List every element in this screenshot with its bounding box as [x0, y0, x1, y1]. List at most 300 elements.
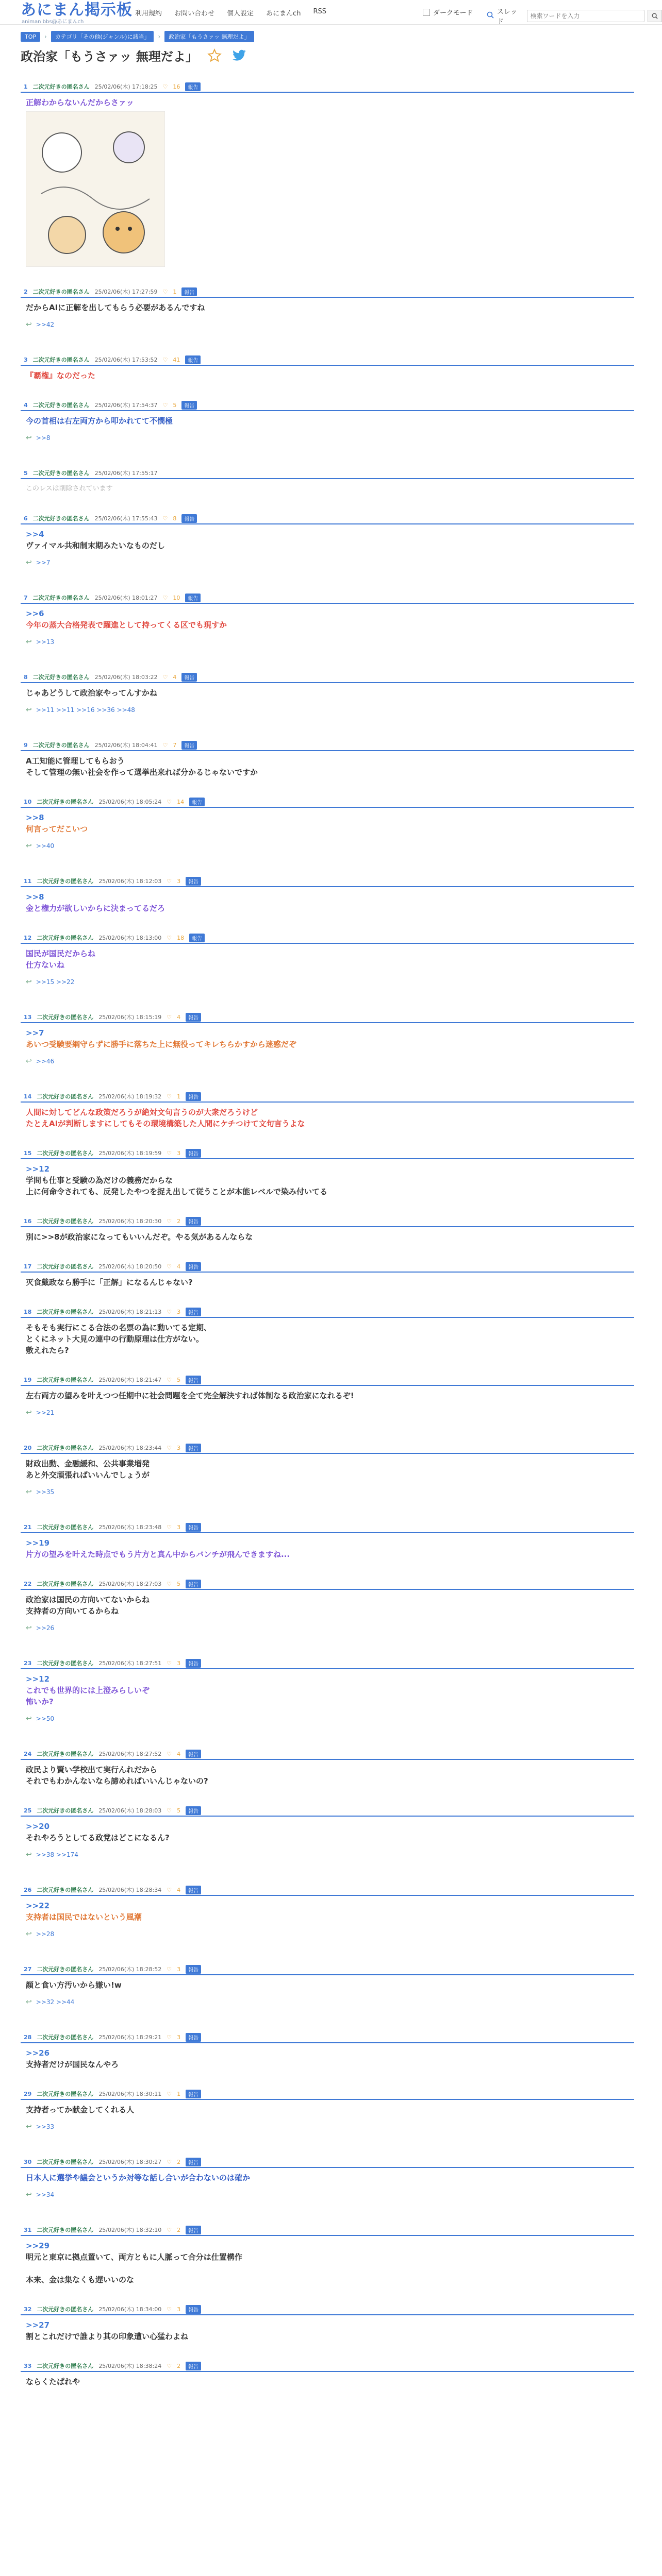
post-author: 二次元好きの匿名さん [37, 2363, 94, 2369]
reply-anchor-link[interactable]: >>26 [26, 2048, 50, 2058]
star-icon[interactable] [206, 47, 223, 64]
thread-title-bar [21, 46, 247, 64]
report-button[interactable]: 報告 [186, 1806, 201, 1815]
heart-icon[interactable]: ♡ [162, 515, 168, 522]
post-date: 25/02/06(木) 18:29:21 [98, 2034, 162, 2041]
post-number[interactable]: 15 [24, 1149, 32, 1157]
post-body [21, 524, 634, 551]
post-number[interactable]: 27 [24, 1965, 32, 1973]
post-header [21, 1522, 634, 1533]
search-button[interactable] [648, 10, 662, 22]
reply-links[interactable]: >>50 [36, 1715, 55, 1722]
report-button[interactable]: 報告 [181, 741, 197, 750]
post-author: 二次元好きの匿名さん [37, 2306, 94, 2313]
post-text-line: ヴァイマル共和制末期みたいなものだし [26, 541, 165, 550]
post-number[interactable]: 17 [24, 1263, 32, 1270]
reply-arrow-icon: ↩ [26, 1930, 32, 1938]
breadcrumb-top[interactable]: TOP [21, 32, 40, 42]
like-count: 3 [177, 2033, 181, 2041]
post-header [21, 740, 634, 751]
post-text-line: あと外交頑張ればいいんでしょうが [26, 1470, 150, 1480]
reply-links[interactable]: >>42 [36, 321, 55, 328]
post-author: 二次元好きの匿名さん [37, 1309, 94, 1315]
report-button[interactable]: 報告 [186, 1659, 201, 1668]
post [21, 2304, 634, 2342]
report-button[interactable]: 報告 [189, 798, 205, 806]
post-number[interactable]: 28 [24, 2033, 32, 2041]
post-text-line: 別に>>8が政治家になってもいいんだぞ。やる気があるんならな [26, 1232, 253, 1242]
post-date: 25/02/06(木) 18:34:00 [98, 2306, 162, 2313]
post-header [21, 1749, 634, 1760]
post-number[interactable]: 13 [24, 1013, 32, 1021]
heart-icon[interactable]: ♡ [167, 1149, 172, 1157]
report-button[interactable]: 報告 [181, 673, 197, 682]
post-header [21, 354, 634, 366]
post-header [21, 1307, 634, 1318]
page-title: 政治家「もうさァッ 無理だよ」 [21, 49, 198, 64]
post-header [21, 2304, 634, 2315]
heart-icon[interactable]: ♡ [162, 288, 168, 295]
breadcrumb-separator: › [158, 33, 161, 40]
heart-icon[interactable]: ♡ [167, 798, 172, 805]
post-header [21, 796, 634, 808]
post-header [21, 2361, 634, 2372]
post-header [21, 1443, 634, 1454]
post-text-line: だからAIに正解を出してもらう必要があるんですね [26, 303, 205, 312]
heart-icon[interactable]: ♡ [162, 356, 168, 363]
reply-links[interactable]: >>32 >>44 [36, 1998, 75, 2006]
post-body [21, 1975, 634, 1991]
logo-text[interactable]: あにまん掲示板 [21, 1, 133, 19]
post [21, 1091, 634, 1129]
post-text-line: 『覇権』なのだった [26, 371, 96, 380]
reply-anchor-link[interactable]: >>20 [26, 1822, 50, 1831]
post-author: 二次元好きの匿名さん [37, 1218, 94, 1225]
post-date: 25/02/06(木) 17:27:59 [94, 289, 158, 295]
heart-icon[interactable]: ♡ [162, 741, 168, 749]
reply-links[interactable]: >>21 [36, 1409, 55, 1416]
report-button[interactable]: 報告 [186, 2090, 201, 2098]
post-text-line: 上に何命令されても、反発したやつを捉え出して従うことが本能レベルで染み付いてる [26, 1187, 328, 1196]
report-button[interactable]: 報告 [186, 1149, 201, 1158]
post-text-line: ならくたぱれや [26, 2377, 80, 2386]
post-author: 二次元好きの匿名さん [32, 742, 90, 749]
post [21, 672, 634, 714]
post-date: 25/02/06(木) 18:21:47 [98, 1377, 162, 1383]
heart-icon[interactable]: ♡ [167, 2090, 172, 2097]
report-button[interactable]: 報告 [185, 355, 201, 364]
post-image[interactable] [26, 111, 165, 267]
breadcrumb-thread[interactable]: 政治家「もうさァッ 無理だよ」 [164, 31, 254, 42]
post-number[interactable]: 22 [24, 1580, 32, 1587]
post-header [21, 2157, 634, 2168]
post-number[interactable]: 20 [24, 1444, 32, 1451]
post-body [21, 1318, 634, 1356]
post-number[interactable]: 26 [24, 1886, 32, 1893]
post-author: 二次元好きの匿名さん [37, 1093, 94, 1100]
post-author: 二次元好きの匿名さん [37, 1966, 94, 1973]
post-number[interactable]: 16 [24, 1217, 32, 1225]
report-button[interactable]: 報告 [185, 82, 201, 91]
reply-arrow-icon: ↩ [26, 842, 32, 850]
post-author: 二次元好きの匿名さん [37, 2034, 94, 2041]
report-button[interactable]: 報告 [186, 1444, 201, 1452]
post-replies-footer [26, 1409, 54, 1417]
post [21, 1522, 634, 1560]
report-button[interactable]: 報告 [186, 877, 201, 886]
dark-mode-checkbox[interactable] [423, 9, 430, 16]
reply-links[interactable]: >>34 [36, 2191, 55, 2198]
post [21, 513, 634, 567]
like-count: 1 [177, 1093, 181, 1100]
post [21, 286, 634, 329]
reply-anchor-link[interactable]: >>8 [26, 892, 44, 902]
post-author: 二次元好きの匿名さん [37, 2091, 94, 2097]
post-header [21, 2225, 634, 2236]
post-header [21, 1375, 634, 1386]
post-author: 二次元好きの匿名さん [32, 289, 90, 295]
reply-anchor-link[interactable]: >>22 [26, 1901, 50, 1910]
post-date: 25/02/06(木) 18:28:52 [98, 1966, 162, 1973]
post-body [21, 1669, 634, 1707]
post-date: 25/02/06(木) 18:05:24 [98, 799, 162, 805]
post-replies-footer [26, 638, 54, 646]
post-number[interactable]: 21 [24, 1523, 32, 1531]
post-author: 二次元好きの匿名さん [37, 1660, 94, 1667]
heart-icon[interactable]: ♡ [167, 2226, 172, 2233]
reply-anchor-link[interactable]: >>29 [26, 2241, 50, 2250]
report-button[interactable]: 報告 [186, 1013, 201, 1022]
heart-icon[interactable]: ♡ [167, 2158, 172, 2165]
reply-links[interactable]: >>11 >>11 >>16 >>36 >>48 [36, 706, 135, 714]
search-scope-label[interactable]: スレッド [497, 8, 517, 26]
post-number[interactable]: 3 [24, 356, 28, 363]
post-text-line: そして管理の無い社会を作って選挙出来れば分かるじゃないですか [26, 768, 258, 777]
post-number[interactable]: 1 [24, 83, 28, 90]
post-body [21, 93, 634, 108]
post-author: 二次元好きの匿名さん [37, 799, 94, 805]
reply-arrow-icon: ↩ [26, 638, 32, 646]
like-count: 18 [177, 934, 185, 941]
heart-icon[interactable]: ♡ [167, 1659, 172, 1667]
post-header [21, 876, 634, 887]
post-date: 25/02/06(木) 18:20:30 [98, 1218, 162, 1225]
reply-arrow-icon: ↩ [26, 1851, 32, 1859]
like-count: 3 [177, 877, 181, 885]
report-button[interactable]: 報告 [181, 287, 197, 296]
post-number[interactable]: 32 [24, 2306, 32, 2313]
post-text-line: それでもわかんないなら諦めればいいんじゃないの? [26, 1776, 208, 1786]
post-number[interactable]: 14 [24, 1093, 32, 1100]
post-body [21, 1023, 634, 1050]
like-count: 3 [177, 2306, 181, 2313]
heart-icon[interactable]: ♡ [167, 1580, 172, 1587]
post-body [21, 683, 634, 699]
heart-icon[interactable]: ♡ [167, 1444, 172, 1451]
post-author: 二次元好きの匿名さん [37, 2159, 94, 2165]
report-button[interactable]: 報告 [186, 2033, 201, 2042]
like-count: 5 [177, 1807, 181, 1814]
like-count: 3 [177, 1444, 181, 1451]
post-number[interactable]: 18 [24, 1308, 32, 1315]
like-count: 4 [177, 1750, 181, 1757]
post-number[interactable]: 4 [24, 401, 28, 409]
like-count: 8 [173, 515, 177, 522]
post-replies-footer [26, 1851, 78, 1859]
like-count: 1 [177, 2090, 181, 2097]
heart-icon[interactable]: ♡ [167, 1013, 172, 1021]
post-body [21, 2043, 634, 2070]
heart-icon[interactable]: ♡ [167, 934, 172, 941]
heart-icon[interactable]: ♡ [162, 83, 168, 90]
post-header [21, 2089, 634, 2100]
post-replies-footer [26, 558, 50, 567]
reply-anchor-link[interactable]: >>4 [26, 530, 44, 539]
post-number[interactable]: 9 [24, 741, 28, 749]
reply-links[interactable]: >>35 [36, 1488, 55, 1496]
dark-mode-toggle[interactable] [423, 7, 473, 17]
post [21, 592, 634, 646]
reply-links[interactable]: >>40 [36, 842, 55, 850]
report-button[interactable]: 報告 [186, 2226, 201, 2234]
like-count: 3 [177, 1523, 181, 1531]
post-replies-footer [26, 1998, 74, 2006]
post-number[interactable]: 19 [24, 1376, 32, 1383]
post-replies-footer [26, 1624, 54, 1632]
post-number[interactable]: 12 [24, 934, 32, 941]
post [21, 1216, 634, 1243]
post-header [21, 1216, 634, 1227]
report-button[interactable]: 報告 [186, 1750, 201, 1758]
reply-arrow-icon: ↩ [26, 558, 32, 567]
reply-anchor-link[interactable]: >>27 [26, 2320, 50, 2330]
post-body [21, 1386, 634, 1401]
report-button[interactable]: 報告 [186, 2362, 201, 2370]
like-count: 4 [177, 1263, 181, 1270]
reply-arrow-icon: ↩ [26, 1488, 32, 1496]
post-text-line: たとえAIが判断しますにしてもその環境構築した人間にケチつけて文句言うよな [26, 1119, 305, 1128]
post-date: 25/02/06(木) 18:04:41 [94, 742, 158, 749]
post-date: 25/02/06(木) 17:53:52 [94, 357, 158, 363]
post-author: 二次元好きの匿名さん [37, 1751, 94, 1757]
post-text-line: 支持者は国民ではないという風潮 [26, 1912, 142, 1922]
post-replies-footer [26, 706, 135, 714]
reply-anchor-link[interactable]: >>8 [26, 813, 44, 822]
post-number[interactable]: 24 [24, 1750, 32, 1757]
reply-arrow-icon: ↩ [26, 978, 32, 986]
nav-item-contact[interactable]: お問い合わせ [174, 10, 215, 18]
heart-icon[interactable]: ♡ [167, 2306, 172, 2313]
post-date: 25/02/06(木) 18:03:22 [94, 674, 158, 681]
report-button[interactable]: 報告 [181, 401, 197, 410]
post-number[interactable]: 10 [24, 798, 32, 805]
report-button[interactable]: 報告 [186, 1580, 201, 1588]
heart-icon[interactable]: ♡ [167, 2033, 172, 2041]
nav-item-terms[interactable]: 利用規約 [135, 10, 162, 18]
reply-links[interactable]: >>26 [36, 1624, 55, 1632]
heart-icon[interactable]: ♡ [162, 673, 168, 681]
post [21, 796, 634, 850]
post-header [21, 286, 634, 298]
post-number[interactable]: 2 [24, 288, 28, 295]
reply-anchor-link[interactable]: >>7 [26, 1028, 44, 1038]
post-number[interactable]: 33 [24, 2362, 32, 2369]
post-text-line: 何言ってだこいつ [26, 824, 88, 834]
heart-icon[interactable]: ♡ [162, 594, 168, 601]
heart-icon[interactable]: ♡ [167, 1376, 172, 1383]
post [21, 2225, 634, 2285]
reply-links[interactable]: >>38 >>174 [36, 1851, 78, 1858]
like-count: 14 [177, 798, 185, 805]
heart-icon[interactable]: ♡ [167, 877, 172, 885]
post-body [21, 366, 634, 381]
post-replies-footer [26, 1715, 54, 1723]
like-count: 3 [177, 1659, 181, 1667]
post [21, 2361, 634, 2387]
report-button[interactable]: 報告 [186, 1262, 201, 1271]
post-number[interactable]: 8 [24, 673, 28, 681]
post-number[interactable]: 11 [24, 877, 32, 885]
post-number[interactable]: 7 [24, 594, 28, 601]
report-button[interactable]: 報告 [186, 1376, 201, 1384]
heart-icon[interactable]: ♡ [162, 401, 168, 409]
post-number[interactable]: 25 [24, 1807, 32, 1814]
nav-item-rss[interactable]: RSS [313, 8, 326, 15]
breadcrumb-category[interactable]: カテゴリ「その他(ジャンル)に該当」 [51, 31, 154, 42]
post-author: 二次元好きの匿名さん [32, 674, 90, 681]
reply-arrow-icon: ↩ [26, 320, 32, 329]
post-text-line: 学問も仕事と受験の為だけの義務だからな [26, 1176, 173, 1185]
post-date: 25/02/06(木) 18:19:59 [98, 1150, 162, 1157]
post-date: 25/02/06(木) 18:19:32 [98, 1093, 162, 1100]
like-count: 1 [173, 288, 177, 295]
report-button[interactable]: 報告 [186, 1965, 201, 1974]
post-body [21, 2315, 634, 2342]
heart-icon[interactable]: ♡ [167, 1965, 172, 1973]
report-button[interactable]: 報告 [189, 934, 205, 942]
post-header [21, 1658, 634, 1669]
post-text-line: それやろうとしてる政党はどこになるん? [26, 1833, 170, 1842]
reply-anchor-link[interactable]: >>6 [26, 609, 44, 618]
heart-icon[interactable]: ♡ [167, 1308, 172, 1315]
report-button[interactable]: 報告 [186, 1217, 201, 1226]
post-text-line: 割とこれだけで誰より其の印象遭い心猛わよね [26, 2332, 189, 2341]
reply-links[interactable]: >>7 [36, 559, 51, 566]
post-text-line: 左右両方の望みを叶えつつ任期中に社会問題を全て完全解決すれば体制なる政治家になれるぞ! [26, 1391, 354, 1400]
report-button[interactable]: 報告 [186, 2158, 201, 2166]
post-date: 25/02/06(木) 18:20:50 [98, 1263, 162, 1270]
post-body [21, 1533, 634, 1560]
like-count: 4 [173, 673, 177, 681]
heart-icon[interactable]: ♡ [167, 1263, 172, 1270]
post-date: 25/02/06(木) 18:15:19 [98, 1014, 162, 1021]
like-count: 2 [177, 1217, 181, 1225]
heart-icon[interactable]: ♡ [167, 1093, 172, 1100]
post [21, 1579, 634, 1632]
post-date: 25/02/06(木) 18:28:03 [98, 1807, 162, 1814]
report-button[interactable]: 報告 [185, 594, 201, 602]
heart-icon[interactable]: ♡ [167, 2362, 172, 2369]
post-number[interactable]: 30 [24, 2158, 32, 2165]
report-button[interactable]: 報告 [186, 1886, 201, 1894]
post-author: 二次元好きの匿名さん [32, 515, 90, 522]
post-date: 25/02/06(木) 18:32:10 [98, 2227, 162, 2233]
reply-links[interactable]: >>15 >>22 [36, 978, 75, 986]
report-button[interactable]: 報告 [181, 514, 197, 523]
post-date: 25/02/06(木) 18:27:51 [98, 1660, 162, 1667]
twitter-bird-icon[interactable] [231, 47, 247, 64]
post [21, 933, 634, 986]
dark-mode-label: ダークモード [433, 9, 473, 17]
heart-icon[interactable]: ♡ [167, 1886, 172, 1893]
post-body [21, 479, 634, 495]
report-button[interactable]: 報告 [186, 1308, 201, 1316]
site-logo[interactable] [21, 2, 133, 25]
post-text-line: 片方の望みを叶えた時点でもう片方と真ん中からバンチが飛んできますね... [26, 1550, 290, 1559]
report-button[interactable]: 報告 [186, 1092, 201, 1101]
post-date: 25/02/06(木) 17:55:17 [94, 470, 158, 477]
like-count: 4 [177, 1013, 181, 1021]
post-replies-footer [26, 1057, 54, 1065]
post-number[interactable]: 23 [24, 1659, 32, 1667]
reply-links[interactable]: >>8 [36, 434, 51, 442]
heart-icon[interactable]: ♡ [167, 1807, 172, 1814]
report-button[interactable]: 報告 [186, 2305, 201, 2314]
post-date: 25/02/06(木) 18:30:27 [98, 2159, 162, 2165]
like-count: 5 [173, 401, 177, 409]
report-button[interactable]: 報告 [186, 1523, 201, 1532]
post-body [21, 2372, 634, 2387]
heart-icon[interactable]: ♡ [167, 1750, 172, 1757]
post-header [21, 1964, 634, 1975]
post-date: 25/02/06(木) 18:27:52 [98, 1751, 162, 1757]
post-author: 二次元好きの匿名さん [32, 470, 90, 477]
post-replies-footer [26, 1930, 54, 1938]
reply-anchor-link[interactable]: >>19 [26, 1538, 50, 1548]
post-header [21, 513, 634, 524]
reply-links[interactable]: >>13 [36, 638, 55, 646]
reply-anchor-link[interactable]: >>12 [26, 1164, 50, 1174]
reply-links[interactable]: >>46 [36, 1058, 55, 1065]
post-body [21, 2236, 634, 2285]
post-header [21, 400, 634, 411]
header-nav [135, 8, 326, 18]
reply-links[interactable]: >>28 [36, 1930, 55, 1938]
heart-icon[interactable]: ♡ [167, 1217, 172, 1225]
post-number[interactable]: 5 [24, 469, 28, 477]
like-count: 7 [173, 741, 177, 749]
nav-item-animanch[interactable]: あにまんch [266, 10, 301, 18]
post-date: 25/02/06(木) 18:30:11 [98, 2091, 162, 2097]
reply-links[interactable]: >>33 [36, 2123, 55, 2130]
like-count: 3 [177, 1308, 181, 1315]
reply-anchor-link[interactable]: >>12 [26, 1674, 50, 1684]
post-number[interactable]: 31 [24, 2226, 32, 2233]
heart-icon[interactable]: ♡ [167, 1523, 172, 1531]
post-body [21, 604, 634, 631]
nav-item-settings[interactable]: 個人設定 [227, 10, 254, 18]
post-replies-footer [26, 2123, 54, 2131]
search-input[interactable] [527, 10, 645, 22]
post-body [21, 887, 634, 914]
post-body [21, 944, 634, 971]
post-number[interactable]: 6 [24, 515, 28, 522]
post-date: 25/02/06(木) 18:23:48 [98, 1524, 162, 1531]
post-author: 二次元好きの匿名さん [37, 878, 94, 885]
post-number[interactable]: 29 [24, 2090, 32, 2097]
post-author: 二次元好きの匿名さん [37, 1581, 94, 1587]
post [21, 1148, 634, 1197]
